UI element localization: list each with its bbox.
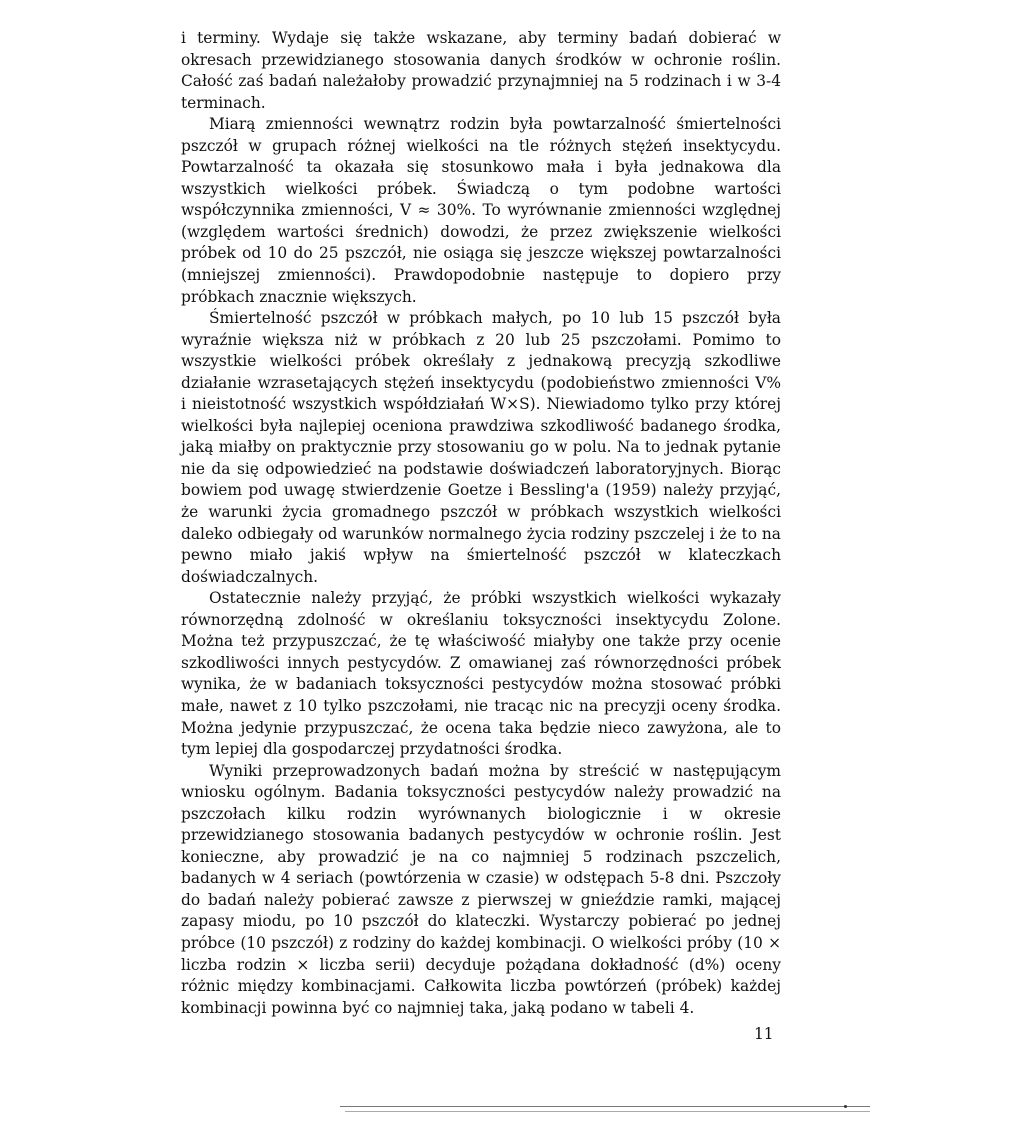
paragraph-1: i terminy. Wydaje się także wskazane, aby terminy badań dobierać w okresach przewidzianego stosowania danych środków w ochronie roślin. Całość zaś badań należałoby prowadzić przynajmniej na 5 rodzinach i w 3-4 terminach.: [181, 29, 781, 112]
paragraph-5: Wyniki przeprowadzonych badań można by streścić w następującym wniosku ogólnym. Badania toksyczności pestycydów należy prowadzić na pszczołach kilku rodzin wyrównanych biologicznie i w okresie przewidzianego stosowania badanych pestycydów w ochronie roślin. Jest konieczne, aby prowadzić je na co najmniej 5 rodzinach pszczelich, badanych w 4 seriach (powtórzenia w czasie) w odstępach 5-8 dni. Pszczoły do badań należy pobierać zawsze z pierwszej w gnieździe ramki, mającej zapasy miodu, po 10 pszczół do klateczki. Wystarczy pobierać po jednej próbce (10 pszczół) z rodziny do każdej kombinacji. O wielkości próby (10 × liczba rodzin × liczba serii) decyduje pożądana dokładność (d%) oceny różnic między kombinacjami. Całkowita liczba powtórzeń (próbek) każdej kombinacji powinna być co najmniej taka, jaką podano w tabeli 4.: [181, 761, 781, 1017]
footer-rule-secondary: [345, 1111, 870, 1112]
footer-rule: [340, 1106, 870, 1107]
page-number: 11: [754, 1025, 774, 1043]
paragraph-4: Ostatecznie należy przyjąć, że próbki wszystkich wielkości wykazały równorzędną zdolność w określaniu toksyczności insektycydu Zolone. Można też przypuszczać, że tę właściwość miałyby one także przy ocenie szkodliwości innych pestycydów. Z omawianej zaś równorzędności próbek wynika, że w badaniach toksyczności pestycydów można stosować próbki małe, nawet z 10 tylko pszczołami, nie tracąc nic na precyzji oceny środka. Można jedynie przypuszczać, że ocena taka będzie nieco zawyżona, ale to tym lepiej dla gospodarczej przydatności środka.: [181, 589, 781, 759]
footer-dot: [844, 1105, 847, 1108]
paragraph-3: Śmiertelność pszczół w próbkach małych, po 10 lub 15 pszczół była wyraźnie większa niż w próbkach z 20 lub 25 pszczołami. Pomimo to wszystkie wielkości próbek określały z jednakową precyzją szkodliwe działanie wzrasetających stężeń insektycydu (podobieństwo zmienności V% i nieistotność wszystkich współdziałań W×S). Niewiadomo tylko przy której wielkości była najlepiej oceniona prawdziwa szkodliwość badanego środka, jaką miałby on praktycznie przy stosowaniu go w polu. Na to jednak pytanie nie da się odpowiedzieć na podstawie doświadczeń laboratoryjnych. Biorąc bowiem pod uwagę stwierdzenie Goetze i Bessling'a (1959) należy przyjąć, że warunki życia gromadnego pszczół w próbkach wszystkich wielkości daleko odbiegały od warunków normalnego życia rodziny pszczelej i że to na pewno miało jakiś wpływ na śmiertelność pszczół w klateczkach doświadczalnych.: [181, 309, 781, 586]
paragraph-2: Miarą zmienności wewnątrz rodzin była powtarzalność śmiertelności pszczół w grupach różnej wielkości na tle różnych stężeń insektycydu. Powtarzalność ta okazała się stosunkowo mała i była jednakowa dla wszystkich wielkości próbek. Świadczą o tym podobne wartości współczynnika zmienności, V ≈ 30%. To wyrównanie zmienności względnej (względem wartości średnich) dowodzi, że przez zwiększenie wielkości próbek od 10 do 25 pszczół, nie osiąga się jeszcze większej powtarzalności (mniejszej zmienności). Prawdopodobnie następuje to dopiero przy próbkach znacznie większych.: [181, 115, 781, 306]
body-text: [181, 28, 781, 1019]
